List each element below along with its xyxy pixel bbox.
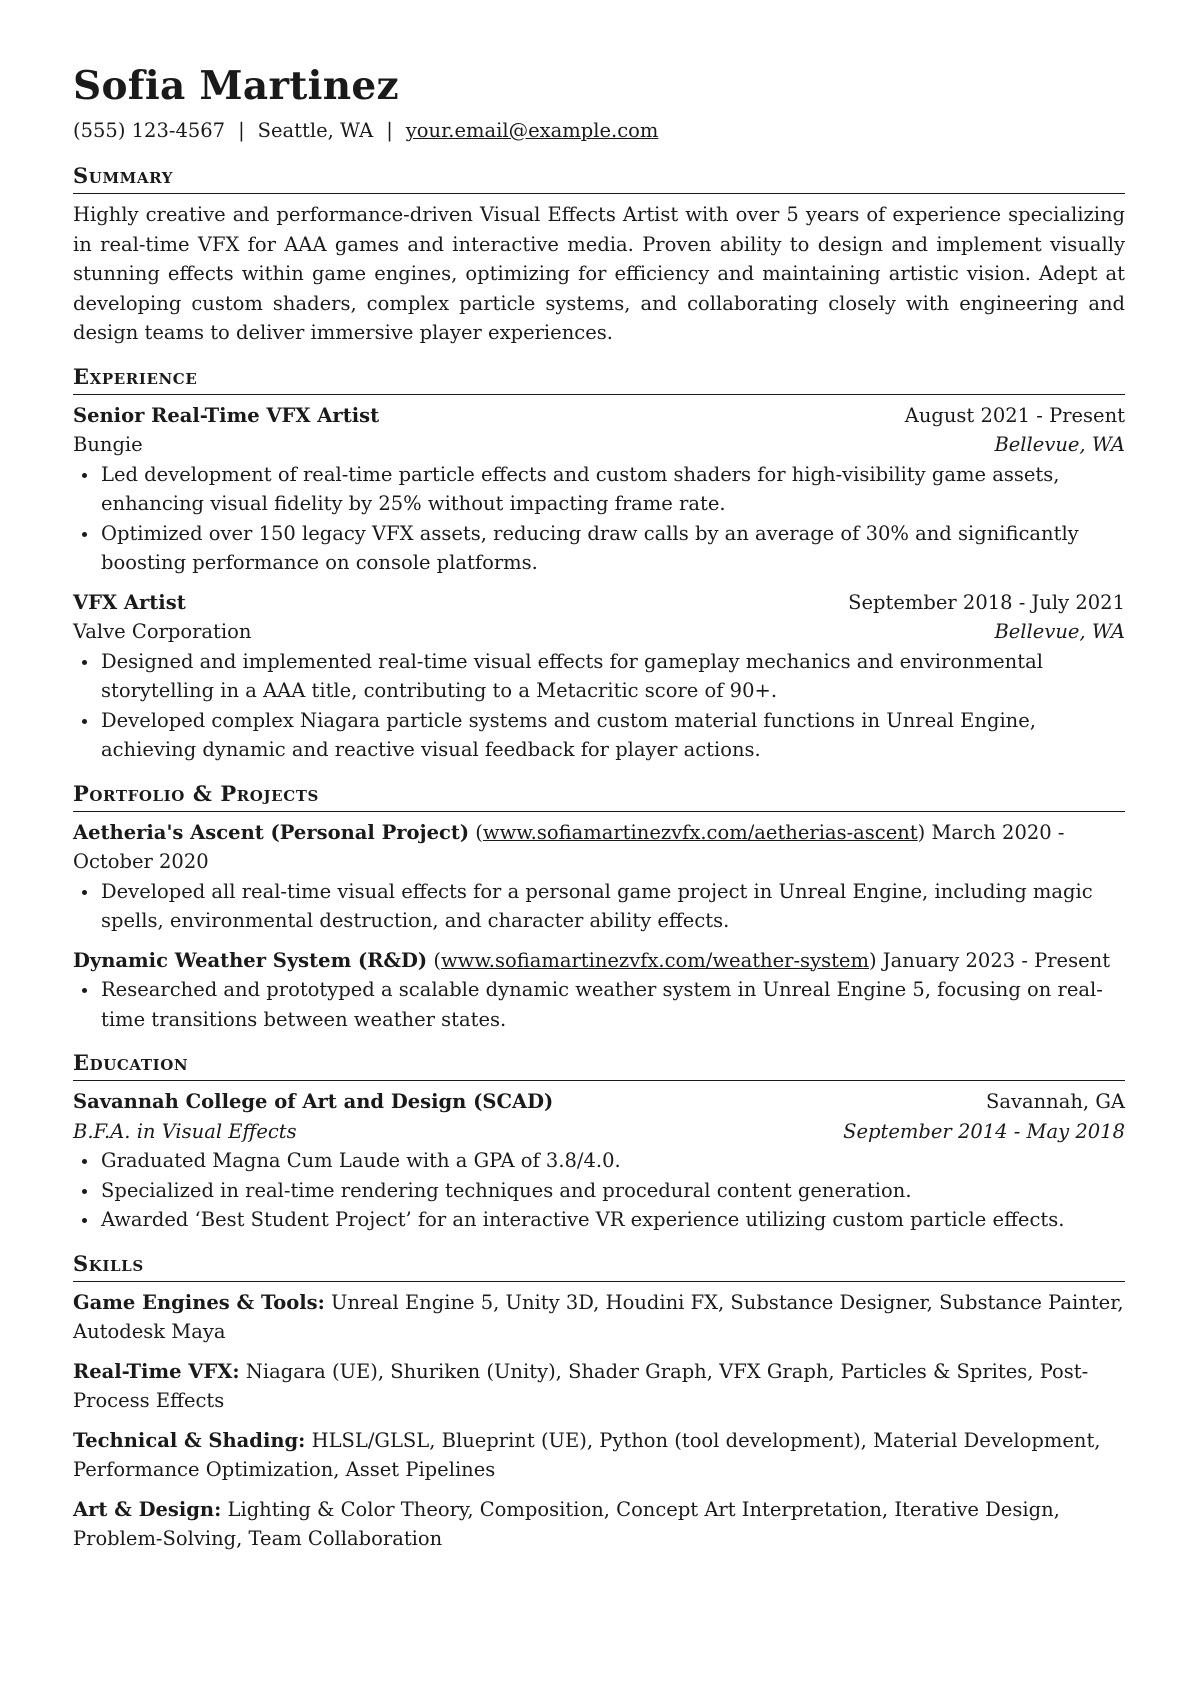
skill-group <box>73 1357 1125 1416</box>
job-location: Bellevue, WA <box>994 433 1125 456</box>
education-bullets <box>73 1146 1125 1235</box>
skill-group <box>73 1288 1125 1347</box>
bullet-item: Developed complex Niagara particle systems and custom material functions in Unreal Engine, achieving dynamic and reactive visual feedback for player actions. <box>73 706 1125 765</box>
skill-label: Game Engines & Tools: <box>73 1290 325 1314</box>
bullet-item: Awarded ‘Best Student Project’ for an interactive VR experience utilizing custom particle effects. <box>73 1205 1125 1235</box>
project-link[interactable]: www.sofiamartinezvfx.com/aetherias-ascent <box>482 820 918 844</box>
school-name: Savannah College of Art and Design (SCAD) <box>73 1090 554 1113</box>
job-bullets <box>73 647 1125 765</box>
job-entry <box>73 401 1125 578</box>
project-entry <box>73 946 1125 1035</box>
education-dates: September 2014 - May 2018 <box>843 1119 1125 1143</box>
bullet-item: Led development of real-time particle effects and custom shaders for high-visibility game assets, enhancing visual fidelity by 25% without impacting frame rate. <box>73 460 1125 519</box>
section-title-education: Education <box>73 1048 1125 1081</box>
contact-separator: | <box>386 119 393 142</box>
job-location: Bellevue, WA <box>994 620 1125 643</box>
contact-separator: | <box>238 119 245 142</box>
bullet-item: Developed all real-time visual effects for a personal game project in Unreal Engine, including magic spells, environmental destruction, and character ability effects. <box>73 877 1125 936</box>
section-title-summary: Summary <box>73 161 1125 194</box>
degree: B.F.A. in Visual Effects <box>73 1119 297 1143</box>
project-entry <box>73 818 1125 936</box>
phone: (555) 123-4567 <box>73 119 226 142</box>
job-entry <box>73 588 1125 765</box>
project-name: Aetheria's Ascent (Personal Project) <box>73 820 470 844</box>
job-role: VFX Artist <box>73 590 186 614</box>
resume-page <box>73 56 1125 1564</box>
education-entry <box>73 1087 1125 1235</box>
skill-group <box>73 1495 1125 1554</box>
job-subheader <box>73 617 1125 647</box>
bullet-item: Graduated Magna Cum Laude with a GPA of 3.8/4.0. <box>73 1146 1125 1176</box>
section-title-skills: Skills <box>73 1249 1125 1282</box>
contact-line <box>73 116 1125 145</box>
job-company: Bungie <box>73 433 143 456</box>
skill-group <box>73 1426 1125 1485</box>
skill-label: Art & Design: <box>73 1497 222 1521</box>
email-link[interactable]: your.email@example.com <box>405 119 659 142</box>
project-bullets <box>73 877 1125 936</box>
project-dates: March 2020 - October 2020 <box>73 820 1065 873</box>
section-title-projects: Portfolio & Projects <box>73 779 1125 812</box>
skill-label: Technical & Shading: <box>73 1428 306 1452</box>
skill-value: Unreal Engine 5, Unity 3D, Houdini FX, Substance Designer, Substance Painter, Autodesk Maya <box>73 1290 1124 1343</box>
education-header <box>73 1087 1125 1117</box>
skill-value: Lighting & Color Theory, Composition, Concept Art Interpretation, Iterative Design, Problem-Solving, Team Collaboration <box>73 1497 1060 1550</box>
job-dates: August 2021 - Present <box>904 403 1125 427</box>
school-location: Savannah, GA <box>986 1090 1125 1113</box>
skill-label: Real-Time VFX: <box>73 1359 240 1383</box>
job-dates: September 2018 - July 2021 <box>848 590 1125 614</box>
project-dates: January 2023 - Present <box>882 948 1111 972</box>
job-role: Senior Real-Time VFX Artist <box>73 403 380 427</box>
job-company: Valve Corporation <box>73 620 252 643</box>
bullet-item: Optimized over 150 legacy VFX assets, reducing draw calls by an average of 30% and significantly boosting performance on console platforms. <box>73 519 1125 578</box>
education-subheader <box>73 1117 1125 1147</box>
bullet-item: Researched and prototyped a scalable dynamic weather system in Unreal Engine 5, focusing on real-time transitions between weather states. <box>73 975 1125 1034</box>
bullet-item: Specialized in real-time rendering techniques and procedural content generation. <box>73 1176 1125 1206</box>
project-header: Dynamic Weather System (R&D) (www.sofiamartinezvfx.com/weather-system) January 2023 - Present <box>73 948 1111 972</box>
bullet-item: Designed and implemented real-time visual effects for gameplay mechanics and environmental storytelling in a AAA title, contributing to a Metacritic score of 90+. <box>73 647 1125 706</box>
project-bullets <box>73 975 1125 1034</box>
skill-value: HLSL/GLSL, Blueprint (UE), Python (tool development), Material Development, Performance Optimization, Asset Pipelines <box>73 1428 1101 1481</box>
summary-text: Highly creative and performance-driven Visual Effects Artist with over 5 years of experience specializing in real-time VFX for AAA games and interactive media. Proven ability to design and implement visually stunning effects within game engines, optimizing for efficiency and maintaining artistic vision. Adept at developing custom shaders, complex particle systems, and collaborating closely with engineering and design teams to deliver immersive player experiences. <box>73 203 1125 344</box>
job-header <box>73 401 1125 431</box>
section-title-experience: Experience <box>73 362 1125 395</box>
job-bullets <box>73 460 1125 578</box>
project-header: Aetheria's Ascent (Personal Project) (www.sofiamartinezvfx.com/aetherias-ascent) March 2020 - October 2020 <box>73 820 1065 873</box>
candidate-name: Sofia Martinez <box>73 63 399 109</box>
location: Seattle, WA <box>257 119 374 142</box>
project-link[interactable]: www.sofiamartinezvfx.com/weather-system <box>440 948 869 972</box>
job-subheader <box>73 430 1125 460</box>
skill-value: Niagara (UE), Shuriken (Unity), Shader Graph, VFX Graph, Particles & Sprites, Post-Process Effects <box>73 1359 1089 1412</box>
project-name: Dynamic Weather System (R&D) <box>73 948 428 972</box>
job-header <box>73 588 1125 618</box>
